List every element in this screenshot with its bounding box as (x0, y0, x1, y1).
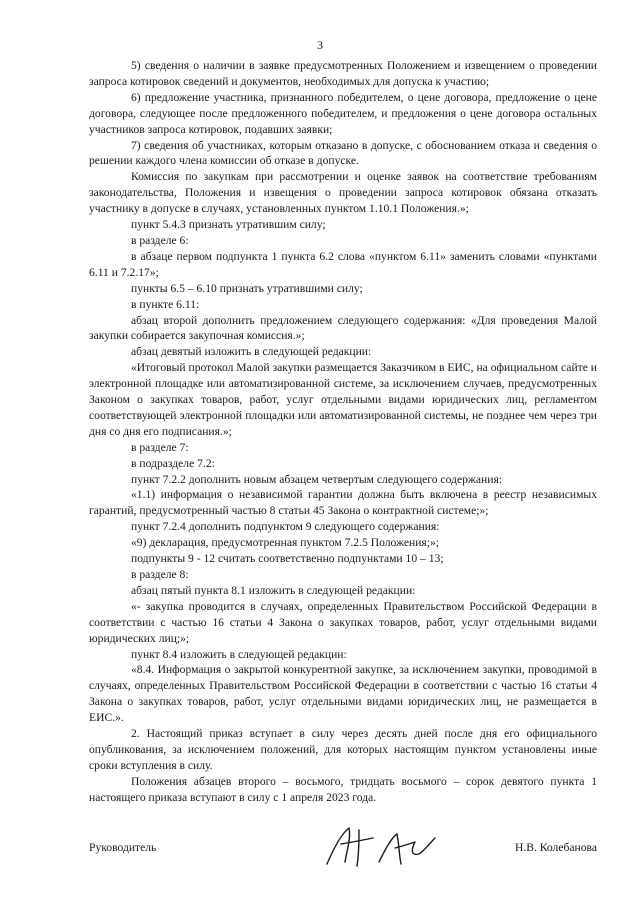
paragraph: 5) сведения о наличии в заявке предусмотренных Положением и извещением о проведении запроса котировок сведений и документов, необходимых для допуска к участию; (89, 59, 597, 88)
paragraph: абзац пятый пункта 8.1 изложить в следующей редакции: (131, 583, 416, 597)
paragraph: пункт 5.4.3 признать утратившим силу; (131, 218, 326, 232)
paragraph: в разделе 8: (131, 568, 189, 581)
paragraph: Положения абзацев второго – восьмого, тридцать восьмого – сорок девятого пункта 1 настоящего приказа вступают в силу с 1 апреля 2023 года. (89, 774, 597, 804)
paragraph: в разделе 7: (131, 440, 189, 454)
paragraph: абзац второй дополнить предложением следующего содержания: «Для проведения Малой закупки собирается закупочная комиссия.»; (89, 313, 597, 343)
signer-role: Руководитель (89, 841, 157, 854)
signature-block (89, 836, 597, 866)
paragraph: «8.4. Информация о закрытой конкурентной закупке, за исключением закупки, проводимой в случаях, определенных Правительством Российской Федерации в соответствии с частью 16 статьи 4 Закона о закупках товаров, работ, услуг отдельными видами юридических лиц, не размещается в ЕИС.». (89, 663, 597, 725)
paragraph: в разделе 6: (131, 233, 189, 247)
paragraph: абзац девятый изложить в следующей редакции: (131, 345, 372, 359)
signer-name: Н.В. Колебанова (514, 841, 597, 854)
handwritten-signature (319, 824, 469, 870)
paragraph: в абзаце первом подпункта 1 пункта 6.2 слова «пунктом 6.11» заменить словами «пунктами 6.11 и 7.2.17»; (89, 249, 597, 279)
paragraph: в пункте 6.11: (131, 297, 200, 311)
paragraph: пункты 6.5 – 6.10 признать утратившими силу; (131, 281, 363, 295)
page-number: 3 (317, 38, 323, 52)
paragraph: 2. Настоящий приказ вступает в силу через десять дней после дня его официального опубликования, за исключением положений, для которых настоящим пунктом установлены иные сроки вступления в силу. (89, 727, 597, 772)
paragraph: Комиссия по закупкам при рассмотрении и оценке заявок на соответствие требованиям законодательства, Положения и извещения о проведении запроса котировок обязана отказать участнику в допуске в случаях, установленных пунктом 1.10.1 Положения.»; (89, 170, 597, 216)
paragraph: пункт 8.4 изложить в следующей редакции: (131, 647, 347, 661)
paragraph: 6) предложение участника, признанного победителем, о цене договора, предложение о цене договора, следующее после предложенного победителем, и предложения о цене договора остальных участников запроса котировок, подавших заявки; (89, 90, 597, 136)
paragraph: пункт 7.2.4 дополнить подпунктом 9 следующего содержания: (131, 520, 440, 534)
paragraph: «- закупка проводится в случаях, определенных Правительством Российской Федерации в соответствии с частью 16 статьи 4 Закона о закупках товаров, работ, услуг отдельными видами юридических лиц;»; (89, 599, 597, 645)
paragraph: в подразделе 7.2: (131, 456, 215, 470)
paragraph: «1.1) информация о независимой гарантии должна быть включена в реестр независимых гарантий, предусмотренный частью 8 статьи 45 Закона о контрактной системе;»; (89, 488, 597, 518)
paragraph: «9) декларация, предусмотренная пунктом 7.2.5 Положения;»; (131, 536, 439, 550)
paragraph: 7) сведения об участниках, которым отказано в допуске, с обоснованием отказа и сведения о решении каждого члена комиссии об отказе в допуске. (89, 138, 597, 168)
paragraph: «Итоговый протокол Малой закупки размещается Заказчиком в ЕИС, на официальном сайте и электронной площадке или автоматизированной системе, за исключением случаев, предусмотренных Законом о закупках товаров, работ, услуг отдельными видами юридических лиц, регламентом соответствующей электронной площадки или автоматизированной системы, не позднее чем через три дня со дня его подписания.»; (89, 361, 597, 438)
paragraph: пункт 7.2.2 дополнить новым абзацем четвертым следующего содержания: (131, 472, 502, 486)
body-text (89, 58, 597, 806)
paragraph: подпункты 9 - 12 считать соответственно подпунктами 10 – 13; (131, 552, 444, 566)
